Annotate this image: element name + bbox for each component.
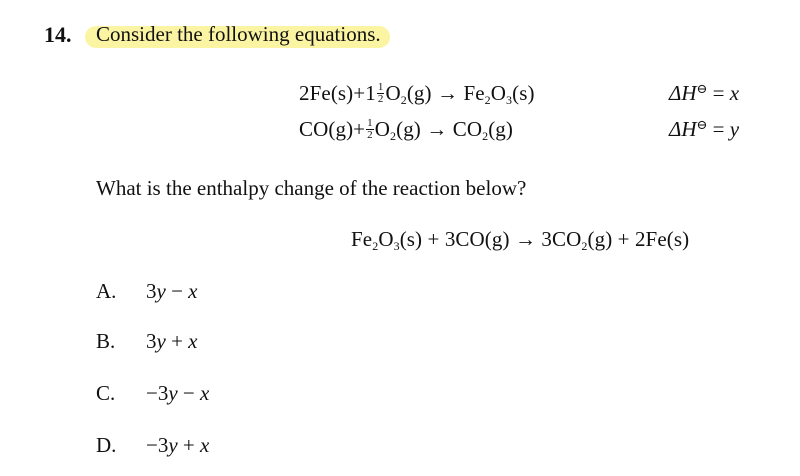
option-a-letter[interactable]: A. xyxy=(96,279,117,303)
option-b-answer[interactable]: 3y + x xyxy=(146,329,198,353)
equation-2: CO(g)+ $\frac{1}{2}$ $O_2(g) \to CO_2(g)$ xyxy=(299,116,514,143)
option-a-answer[interactable]: 3y − x xyxy=(146,279,198,303)
question-prompt: Consider the following equations. xyxy=(96,22,381,46)
equation-1: 2Fe(s)+1 $\frac{1}{2}$ $O_2(g) \to Fe_2O_3(s)$ xyxy=(299,80,535,107)
option-b-letter[interactable]: B. xyxy=(96,329,116,353)
followup-question: What is the enthalpy change of the reaction below? xyxy=(96,176,527,200)
target-reaction: $Fe_2O_3(s) + 3CO(g) \to 3CO_2(g) + 2Fe(s)$ xyxy=(351,227,690,253)
option-c-answer[interactable]: −3y − x xyxy=(146,381,210,405)
enthalpy-1: ΔH⊖ = x xyxy=(669,81,740,105)
fraction-half: $\frac{1}{2}$ xyxy=(377,80,384,105)
question-number: 14. xyxy=(44,22,72,47)
fraction-half: $\frac{1}{2}$ xyxy=(367,116,373,141)
option-d-answer[interactable]: −3y + x xyxy=(146,433,210,457)
option-c-letter[interactable]: C. xyxy=(96,381,116,405)
enthalpy-2: ΔH⊖ = y xyxy=(669,117,740,141)
option-d-letter[interactable]: D. xyxy=(96,433,117,457)
